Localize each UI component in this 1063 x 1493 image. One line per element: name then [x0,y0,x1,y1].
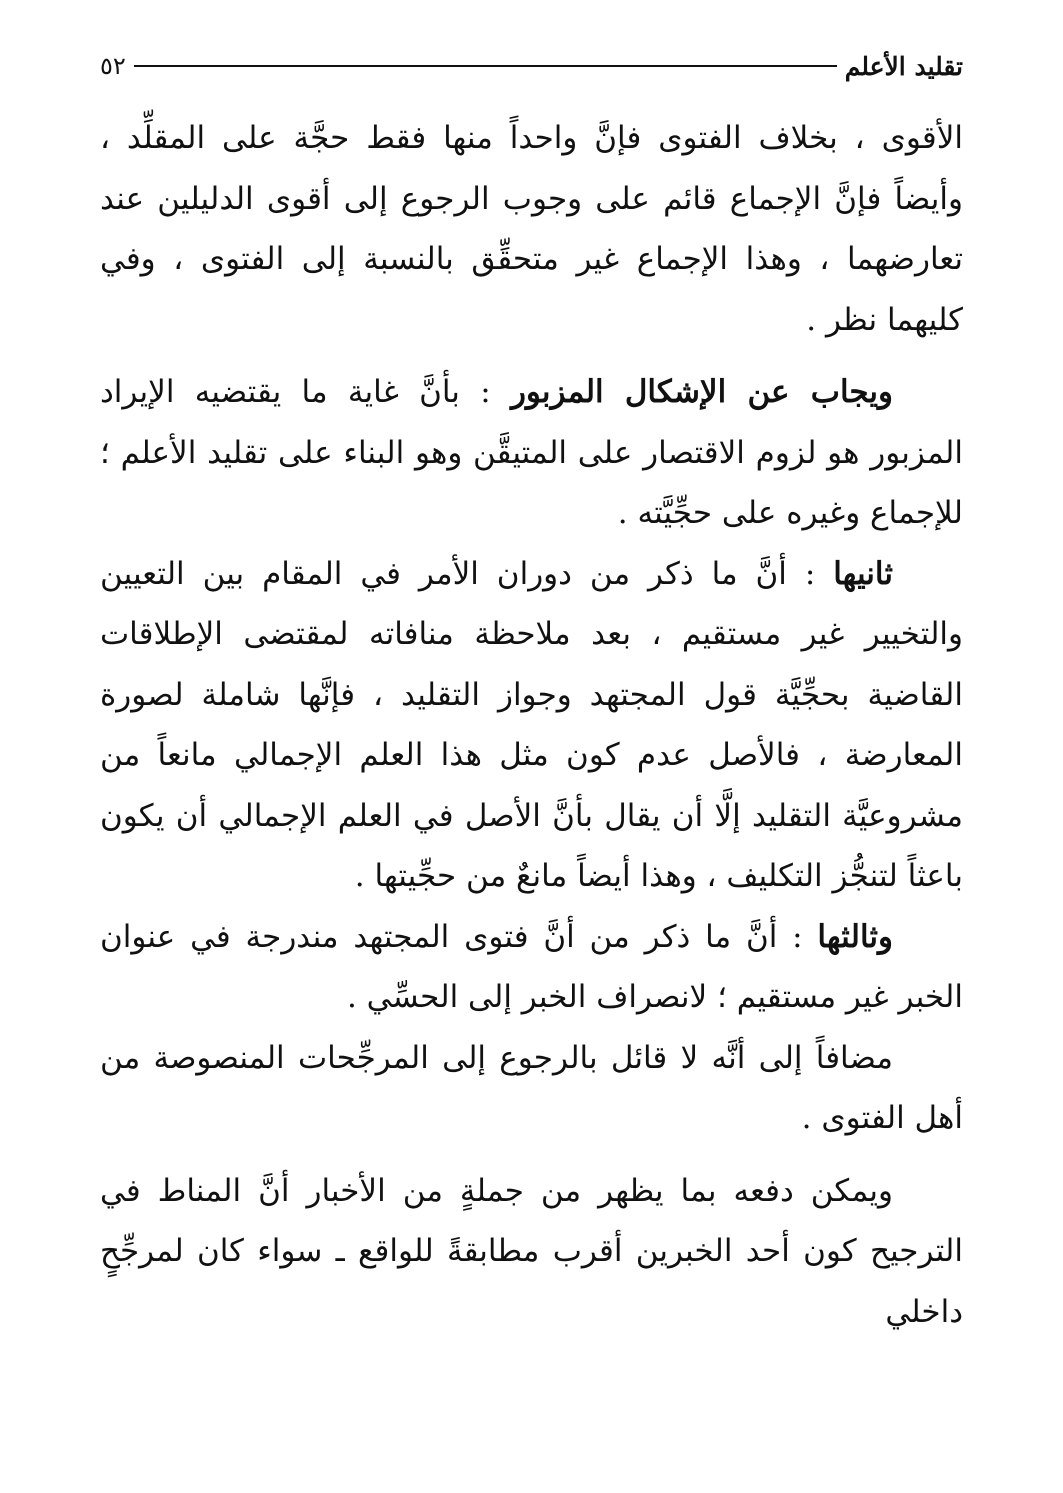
running-header [100,46,963,86]
paragraph-2-lead: ويجاب عن الإشكال المزبور [510,374,894,410]
header-rule [134,65,837,67]
page-number: ٥٢ [100,52,126,80]
paragraph-2 [100,362,963,544]
paragraph-1-text: الأقوى ، بخلاف الفتوى فإنَّ واحداً منها فقط حجَّة على المقلِّد ، وأيضاً فإنَّ الإجماع قائم على وجوب الرجوع إلى أقوى الدليلين عند تعارضهما ، وهذا الإجماع غير متحقِّق بالنسبة إلى الفتوى ، وفي كليهما نظر . [100,120,963,338]
paragraph-6-text: ويمكن دفعه بما يظهر من جملةٍ من الأخبار أنَّ المناط في الترجيح كون أحد الخبرين أقرب مطابقةً للواقع ـ سواء كان لمرجِّحٍ داخلي [100,1172,963,1330]
paragraph-3-text: : أنَّ ما ذكر من دوران الأمر في المقام بين التعيين والتخيير غير مستقيم ، بعد ملاحظة منافاته لمقتضى الإطلاقات القاضية بحجِّيَّة قول المجتهد وجواز التقليد ، فإنَّها شاملة لصورة المعارضة ، فالأصل عدم كون مثل هذا العلم الإجمالي مانعاً من مشروعيَّة التقليد إلَّا أن يقال بأنَّ الأصل في العلم الإجمالي أن يكون باعثاً لتنجُّز التكليف ، وهذا أيضاً مانعٌ من حجِّيتها . [100,555,963,894]
running-title: تقليد الأعلم [844,51,963,81]
body-text [100,108,963,1342]
paragraph-6 [100,1161,963,1343]
paragraph-2-text: : بأنَّ غاية ما يقتضيه الإيراد المزبور هو لزوم الاقتصار على المتيقَّن وهو البناء على تقليد الأعلم ؛ للإجماع وغيره على حجِّيَّته . [100,374,963,531]
paragraph-3-lead: ثانيها [833,555,893,592]
paragraph-1 [100,108,963,350]
paragraph-5-text: مضافاً إلى أنَّه لا قائل بالرجوع إلى المرجِّحات المنصوصة من أهل الفتوى . [100,1039,963,1136]
paragraph-4 [100,907,963,1028]
paragraph-3 [100,544,963,907]
paragraph-4-lead: وثالثها [817,918,893,955]
paragraph-4-text: : أنَّ ما ذكر من أنَّ فتوى المجتهد مندرجة في عنوان الخبر غير مستقيم ؛ لانصراف الخبر إلى الحسِّي . [100,918,963,1015]
paragraph-5 [100,1028,963,1149]
